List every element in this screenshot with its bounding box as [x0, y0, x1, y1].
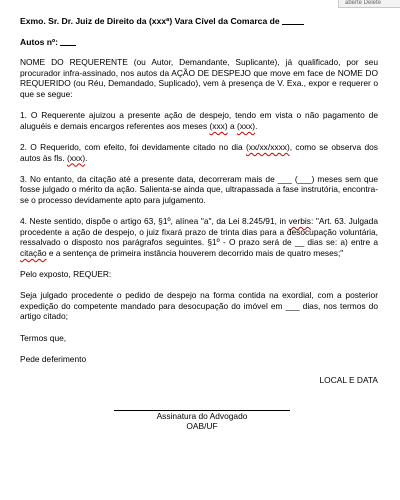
court-addressee — [20, 16, 378, 27]
p1-text-e: . — [255, 120, 258, 131]
request-paragraph: Seja julgado procedente o pedido de despejo na forma contida na exordial, com a posterior expedição do competente mandado para desocupação do imóvel em ___ dias, nos termos do artigo citado; — [20, 290, 378, 322]
termos-que: Termos que, — [20, 332, 67, 343]
local-e-data: LOCAL E DATA — [319, 375, 378, 385]
toolbar-tab-fragment — [338, 0, 400, 8]
case-number-line — [20, 37, 378, 48]
petition-document — [20, 16, 378, 432]
signature-label: Assinatura do Advogado — [156, 410, 248, 421]
pelo-exposto: Pelo exposto, REQUER: — [20, 269, 112, 280]
paragraph-2 — [20, 142, 378, 163]
p2-text-a: 2. O Requerido, com efeito, foi devidamente citado no dia — [20, 141, 246, 152]
p4-text-e: e a sentença de primeira instância houverem decorrido mais de quatro meses;" — [46, 247, 344, 258]
paragraph-4 — [20, 216, 378, 258]
court-addressee-text: Exmo. Sr. Dr. Juiz de Direito da (xxxª) Vara Cível da Comarca de — [20, 16, 280, 26]
p1-placeholder-end-month: (xxx) — [236, 120, 256, 131]
p4-text-c: : "Art. 63. Julgada procedente a ação de despejo, o juiz fixará prazo de trinta dias para a desocupação voluntária, ressalvado o disposto nos parágrafos seguintes. §1º - O prazo será de __ dias se: a) entre a — [20, 216, 378, 248]
p1-placeholder-start-month: (xxx) — [209, 120, 228, 131]
pede-deferimento: Pede deferimento — [20, 353, 87, 364]
case-number-label: Autos nº: — [20, 36, 58, 47]
p4-citacao: citação — [20, 247, 47, 258]
p3-text: 3. No entanto, da citação até a presente data, decorreram mais de ___ (___) meses sem que fosse julgado o mérito da ação. Salienta-se ainda que, ultrapassada a fase instrutória, encontra-se o processo devidamente apto para julgamento. — [20, 173, 378, 205]
p1-text-c: a — [227, 120, 237, 131]
paragraph-1 — [20, 110, 378, 131]
oab-label: OAB/UF — [186, 421, 218, 432]
p2-text-c: , como se observa dos autos às fls. — [20, 141, 378, 163]
paragraph-3 — [20, 174, 378, 206]
p4-verbis: verbis — [288, 216, 311, 227]
p2-placeholder-pages: (xxx) — [67, 152, 86, 163]
intro-paragraph: NOME DO REQUERENTE (ou Autor, Demandante, Suplicante), já qualificado, por seu procurador infra-assinado, nos autos da AÇÃO DE DESPEJO que move em face de NOME DO REQUERIDO (ou Réu, Demandado, Suplicado), vem à presença de V. Exa., expor e requerer o que se segue: — [20, 57, 378, 99]
toolbar-tab-label: aberte Delete — [345, 0, 382, 6]
p1-text-a: 1. O Requerente ajuizou a presente ação de despejo, tendo em vista o não pagamento de aluguéis e demais encargos referentes aos meses — [20, 110, 378, 131]
p4-text-a: 4. Neste sentido, dispõe o artigo 63, §1º, alínea "a", da Lei 8.245/91, in — [20, 216, 289, 227]
p2-text-e: . — [85, 152, 88, 163]
case-number-blank — [60, 37, 76, 46]
p2-placeholder-date: (xx/xx/xxxx) — [246, 141, 290, 152]
comarca-blank — [282, 16, 304, 25]
